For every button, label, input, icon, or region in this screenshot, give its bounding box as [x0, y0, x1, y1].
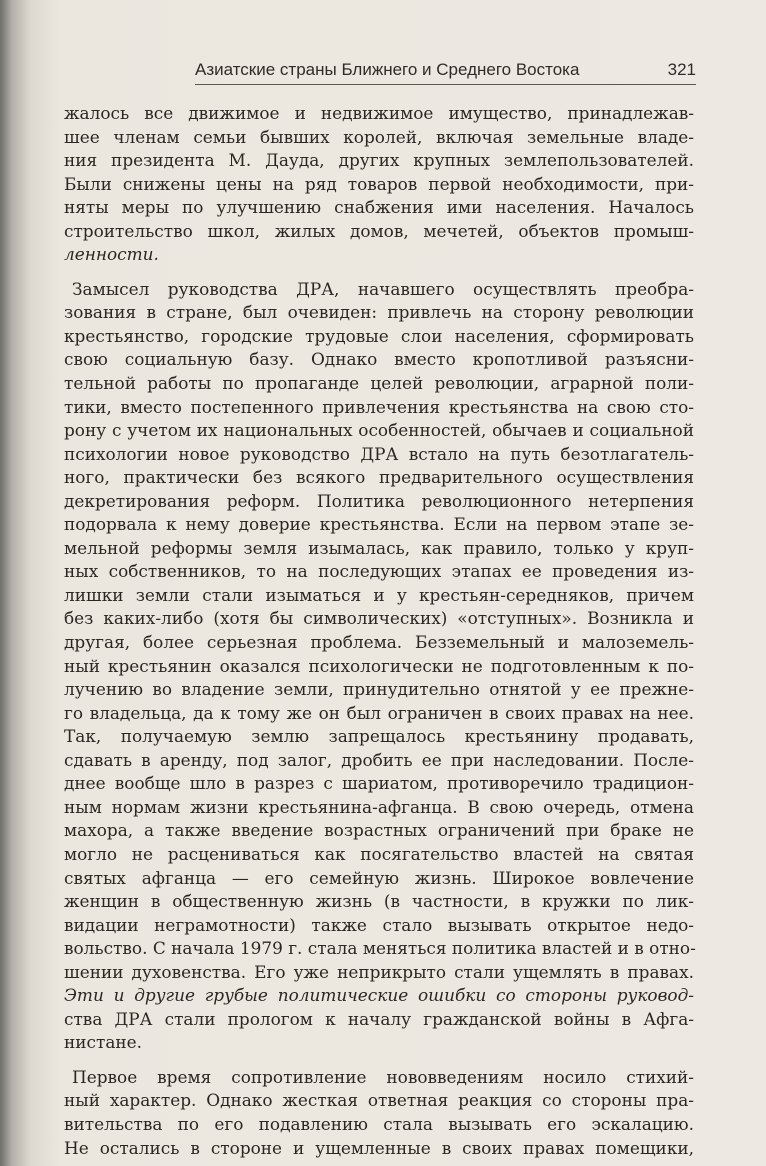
text-line: декретирования реформ. Политика революционного нетерпения [64, 490, 694, 511]
text-line: сдавать в аренду, под залог, дробить ее при наследовании. После- [64, 749, 694, 770]
text-line: ния президента М. Дауда, других крупных землепользователей. [64, 150, 694, 171]
text-line: психологии новое руководство ДРА встало на путь безотлагатель- [64, 443, 694, 464]
paragraph [64, 1066, 694, 1160]
text-line: шее членам семьи бывших королей, включая земельные владе- [64, 126, 694, 147]
running-header [195, 60, 696, 85]
paragraph [64, 102, 694, 267]
text-line: тики, вместо постепенного привлечения крестьянства на свою сто- [64, 396, 694, 417]
text-line: лишки земли стали изыматься и у крестьян-середняков, причем [64, 584, 694, 605]
text-line: ных собственников, то на последующих этапах ее проведения из- [64, 561, 694, 582]
text-line: Так, получаемую землю запрещалось крестьянину продавать, [64, 726, 694, 747]
text-line: свою социальную базу. Однако вместо кропотливой разъясни- [64, 349, 694, 370]
text-line: Эти и другие грубые политические ошибки со стороны руковод- [64, 985, 694, 1006]
text-line: нистане. [64, 1032, 143, 1053]
text-line: няты меры по улучшению снабжения ими населения. Началось [64, 197, 694, 218]
text-line: лучению во владение земли, принудительно отнятой у ее прежне- [64, 679, 694, 700]
text-line: святых афганца — его семейную жизнь. Широкое вовлечение [64, 867, 694, 888]
text-line: могло не расцениваться как посягательство властей на святая [64, 843, 694, 864]
body-text [64, 102, 694, 1160]
text-line: Замысел руководства ДРА, начавшего осуществлять преобра- [72, 278, 694, 299]
text-line: вительства по его подавлению стала вызывать его эскалацию. [64, 1113, 694, 1134]
text-line: ным нормам жизни крестьянина-афганца. В свою очередь, отмена [64, 796, 694, 817]
text-line: видации неграмотности) также стало вызывать открытое недо- [64, 914, 694, 935]
text-line: жалось все движимое и недвижимое имущество, принадлежав- [64, 103, 694, 123]
text-line: махора, а также введение возрастных ограничений при браке не [64, 820, 694, 841]
text-line: ный крестьянин оказался психологически не подготовленным к по- [64, 655, 694, 676]
text-line: без каких-либо (хотя бы символических) «отступных». Возникла и [64, 608, 694, 629]
text-line: подорвала к нему доверие крестьянства. Если на первом этапе зе- [64, 514, 694, 535]
running-title: Азиатские страны Ближнего и Среднего Востока [195, 60, 580, 79]
page-number: 321 [667, 60, 696, 79]
text-line: шении духовенства. Его уже неприкрыто стали ущемлять в правах. [64, 961, 694, 982]
text-line: женщин в общественную жизнь (в частности, в кружки по лик- [64, 891, 694, 912]
text-line: ного, практически без всякого предварительного осуществления [64, 467, 694, 488]
text-line: ства ДРА стали прологом к началу гражданской войны в Афга- [64, 1008, 694, 1029]
text-line: мельной реформы земля изымалась, как правило, только у круп- [64, 537, 694, 558]
text-line: тельной работы по пропаганде целей революции, аграрной поли- [64, 373, 694, 394]
text-line: ленности. [64, 244, 159, 265]
text-line: вольство. С начала 1979 г. стала меняться политика властей и в отно- [64, 938, 696, 959]
text-line: строительство школ, жилых домов, мечетей, объектов промыш- [64, 220, 694, 241]
text-line: Не остались в стороне и ущемленные в своих правах помещики, [64, 1137, 694, 1158]
text-line: зования в стране, был очевиден: привлечь на сторону революции [64, 302, 694, 323]
text-line: Были снижены цены на ряд товаров первой необходимости, при- [64, 173, 694, 194]
text-line: ный характер. Однако жесткая ответная реакция со стороны пра- [64, 1090, 694, 1111]
text-line: рону с учетом их национальных особенностей, обычаев и социальной [64, 420, 694, 441]
text-line: крестьянство, городские трудовые слои населения, сформировать [64, 325, 694, 346]
text-line: Первое время сопротивление нововведениям носило стихий- [72, 1066, 694, 1087]
text-line: днее вообще шло в разрез с шариатом, противоречило традицион- [64, 773, 694, 794]
text-line: другая, более серьезная проблема. Безземельный и малоземель- [64, 632, 694, 653]
paragraph [64, 278, 694, 1055]
text-line: го владельца, да к тому же он был ограничен в своих правах на нее. [64, 702, 694, 723]
